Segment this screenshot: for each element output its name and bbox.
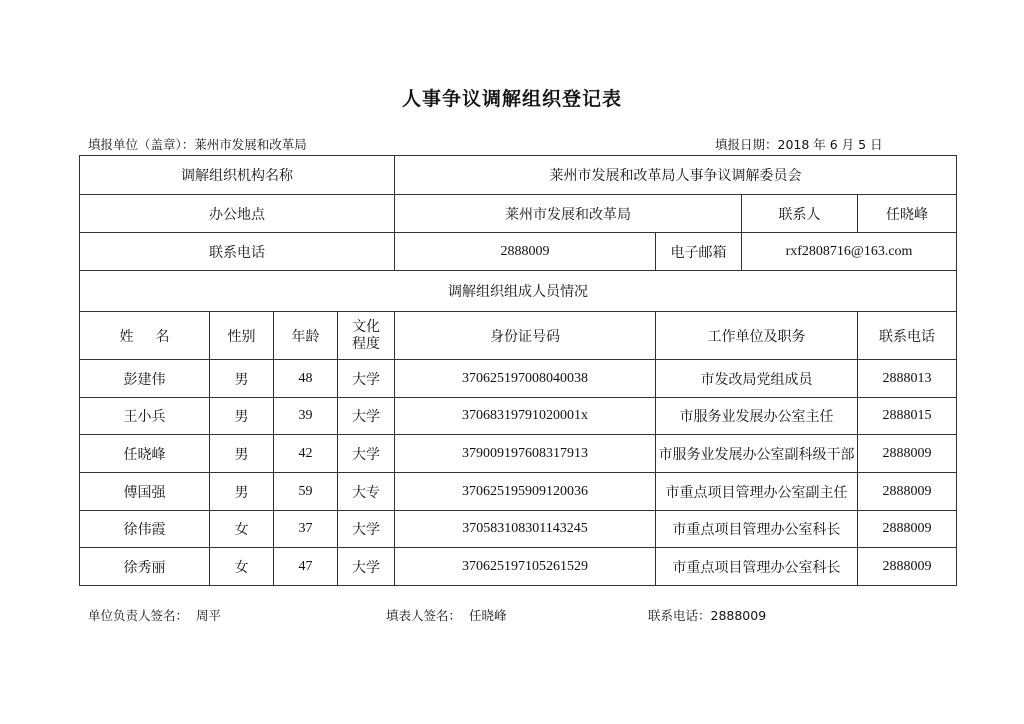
header-id-number: 身份证号码 [395,312,656,360]
head-signature-label: 单位负责人签名： [88,608,189,623]
header-education [338,312,395,360]
header-education-line2: 程度 [352,335,380,352]
reporting-unit [88,135,307,153]
header-phone: 联系电话 [858,312,957,360]
member-education: 大学 [338,548,395,586]
member-id-number: 370625197105261529 [395,548,656,586]
org-name-value: 莱州市发展和改革局人事争议调解委员会 [395,156,957,195]
reporting-date: 填报日期：2018 年 6 月 5 日 [715,137,883,152]
member-gender: 女 [210,511,274,548]
form-title: 人事争议调解组织登记表 [401,88,622,110]
header-age: 年龄 [274,312,338,360]
member-age: 47 [274,548,338,586]
member-row [80,548,957,586]
member-id-number: 370625197008040038 [395,360,656,398]
header-name-text: 姓名 [119,328,192,345]
head-signature-value: 周平 [195,608,221,623]
org-name-label: 调解组织机构名称 [80,156,395,195]
contact-label: 联系人 [742,195,858,233]
member-work-unit: 市服务业发展办公室副科级干部 [656,435,858,473]
office-label: 办公地点 [80,195,395,233]
member-row [80,398,957,435]
phone-value: 2888009 [395,233,656,271]
filler-signature-value: 任晓峰 [468,608,507,623]
member-gender: 男 [210,435,274,473]
member-id-number: 370625195909120036 [395,473,656,511]
member-age: 42 [274,435,338,473]
member-id-number: 379009197608317913 [395,435,656,473]
member-phone: 2888009 [858,473,957,511]
office-row [80,195,957,233]
reporting-unit-label: 填报单位（盖章）： [88,137,195,152]
email-label: 电子邮箱 [656,233,742,271]
member-education: 大学 [338,360,395,398]
phone-email-row [80,233,957,271]
member-work-unit: 市服务业发展办公室主任 [656,398,858,435]
member-work-unit: 市重点项目管理办公室科长 [656,548,858,586]
member-education: 大学 [338,398,395,435]
members-section-title: 调解组织组成人员情况 [80,271,957,312]
filler-signature [386,606,506,624]
contact-value: 任晓峰 [858,195,957,233]
header-name [80,312,210,360]
office-value: 莱州市发展和改革局 [395,195,742,233]
member-gender: 男 [210,473,274,511]
member-id-number: 37068319791020001x [395,398,656,435]
phone-label: 联系电话 [80,233,395,271]
member-name: 任晓峰 [80,435,210,473]
member-phone: 2888013 [858,360,957,398]
member-education: 大专 [338,473,395,511]
member-work-unit: 市重点项目管理办公室科长 [656,511,858,548]
member-phone: 2888009 [858,511,957,548]
member-name: 彭建伟 [80,360,210,398]
member-name: 傅国强 [80,473,210,511]
member-gender: 男 [210,398,274,435]
member-age: 37 [274,511,338,548]
member-gender: 男 [210,360,274,398]
member-education: 大学 [338,511,395,548]
registration-table [79,155,957,586]
member-phone: 2888009 [858,548,957,586]
member-age: 39 [274,398,338,435]
member-gender: 女 [210,548,274,586]
footer-phone: 联系电话：2888009 [648,608,767,623]
member-education: 大学 [338,435,395,473]
filler-signature-label: 填表人签名： [386,608,462,623]
member-work-unit: 市发改局党组成员 [656,360,858,398]
member-age: 48 [274,360,338,398]
member-id-number: 370583108301143245 [395,511,656,548]
reporting-unit-value: 莱州市发展和改革局 [194,137,307,152]
member-phone: 2888009 [858,435,957,473]
member-name: 徐伟霞 [80,511,210,548]
member-age: 59 [274,473,338,511]
email-value: rxf2808716@163.com [742,233,957,271]
header-education-line1: 文化 [352,318,380,335]
member-work-unit: 市重点项目管理办公室副主任 [656,473,858,511]
member-name: 徐秀丽 [80,548,210,586]
member-name: 王小兵 [80,398,210,435]
head-signature [88,606,221,624]
org-name-row [80,156,957,195]
header-gender: 性别 [210,312,274,360]
member-row [80,511,957,548]
members-header-row [80,312,957,360]
section-row [80,271,957,312]
member-phone: 2888015 [858,398,957,435]
member-row [80,473,957,511]
member-row [80,360,957,398]
member-row [80,435,957,473]
header-work-unit: 工作单位及职务 [656,312,858,360]
